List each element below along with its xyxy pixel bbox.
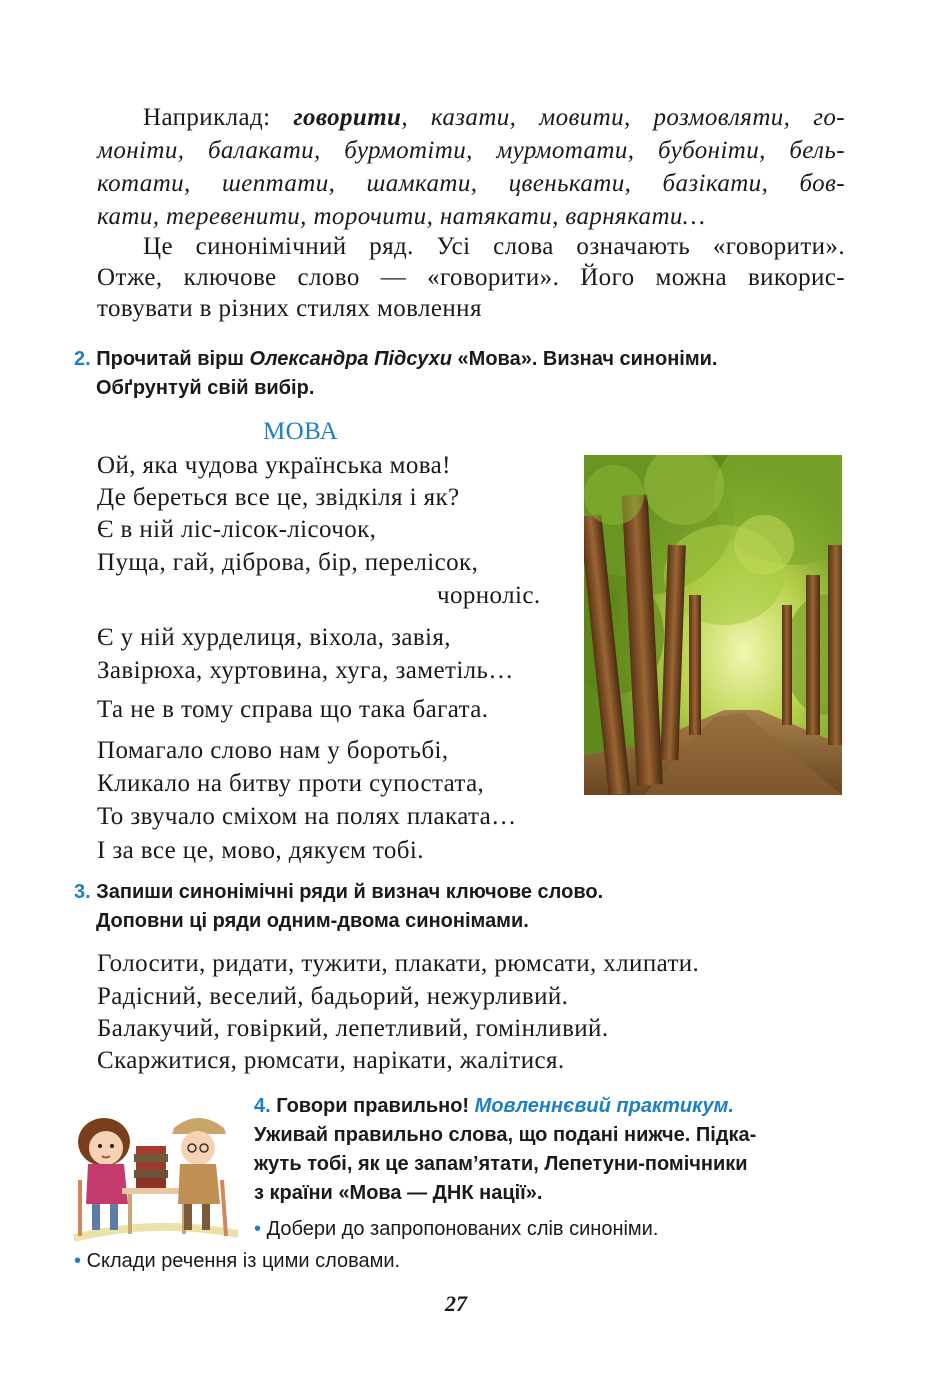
task-2-instruction	[74, 345, 717, 403]
poem-line: Помагало слово нам у боротьбі,	[97, 737, 449, 764]
bullet-item-1	[254, 1218, 658, 1241]
intro-words-2: моніти, балакати, бурмотіти, мурмотати, бубоніти, бель-	[97, 137, 845, 164]
task-4-subtitle: Мовленнєвий практикум.	[474, 1095, 734, 1117]
poem-line: Пуща, гай, діброва, бір, перелісок,	[97, 549, 479, 576]
synonym-row: Балакучий, говіркий, лепетливий, гомінливий.	[97, 1015, 609, 1042]
task-4-line-3: жуть тобі, як це запам’ятати, Лепетуни-помічники	[254, 1153, 748, 1175]
poem-line: То звучало сміхом на полях плаката…	[97, 803, 517, 830]
task-4-line-2: Уживай правильно слова, що подані нижче. Підка-	[254, 1124, 757, 1146]
poem-line: Та не в тому справа що така багата.	[97, 696, 489, 723]
synonym-row: Радісний, веселий, бадьорий, нежурливий.	[97, 983, 569, 1010]
synonym-row: Голосити, ридати, тужити, плакати, рюмсати, хлипати.	[97, 950, 700, 977]
intro-words-3: котати, шептати, шамкати, цвенькати, базікати, бов-	[97, 170, 845, 197]
poem-line: Кликало на битву проти супостата,	[97, 770, 485, 797]
task-2-number: 2.	[74, 348, 91, 370]
task-4-number: 4.	[254, 1095, 271, 1117]
intro-explain-2	[97, 264, 845, 292]
task-2-text-b: «Мова». Визнач синоніми.	[451, 348, 718, 370]
poem-line: Ой, яка чудова українська мова!	[97, 452, 451, 479]
poem-line: Є у ній хурделиця, віхола, завія,	[97, 624, 451, 651]
task-4-line-4: з країни «Мова — ДНК нації».	[254, 1182, 543, 1204]
intro-line-1	[143, 104, 845, 132]
bullet-text-2: Склади речення із цими словами.	[86, 1250, 401, 1272]
task-3-instruction	[74, 878, 603, 936]
task-2-line-2: Обґрунтуй свій вибір.	[96, 377, 315, 399]
task-4-instruction	[254, 1092, 756, 1208]
task-3-line-1: Запиши синонімічні ряди й визнач ключове слово.	[96, 881, 604, 903]
intro-line-3	[97, 170, 845, 198]
intro-first-word: говорити	[293, 104, 402, 131]
poem-line: Завірюха, хуртовина, хуга, заметіль…	[97, 657, 514, 684]
intro-line-2	[97, 137, 845, 165]
bullet-icon: •	[254, 1218, 262, 1240]
task-3-number: 3.	[74, 881, 91, 903]
cartoon-illustration	[66, 1100, 242, 1246]
intro-explain-1	[143, 233, 845, 261]
poem-title: МОВА	[263, 418, 339, 445]
task-3-line-2: Доповни ці ряди одним-двома синонімами.	[96, 910, 529, 932]
explain-text-2: Отже, ключове слово — «говорити». Його можна викорис-	[97, 264, 845, 291]
task-4-title: Говори правильно!	[276, 1095, 470, 1117]
synonym-row: Скаржитися, рюмсати, нарікати, жалітися.	[97, 1047, 565, 1074]
forest-illustration	[584, 455, 842, 795]
intro-words-1: , казати, мовити, розмовляти, го-	[401, 104, 845, 131]
poem-line: Де береться все це, звідкіля і як?	[97, 484, 460, 511]
intro-explain-3: товувати в різних стилях мовлення	[97, 295, 482, 322]
bullet-icon: •	[74, 1250, 82, 1272]
page-number: 27	[445, 1291, 467, 1316]
poem-line: чорноліс.	[437, 582, 541, 609]
bullet-item-2	[74, 1250, 400, 1273]
poem-line: Є в ній ліс-лісок-лісочок,	[97, 516, 377, 543]
intro-words-4: кати, теревенити, торочити, натякати, варнякати…	[97, 203, 706, 230]
bullet-text-1: Добери до запропонованих слів синоніми.	[266, 1218, 659, 1240]
intro-line-4	[97, 203, 705, 231]
explain-text-1: Це синонімічний ряд. Усі слова означають «говорити».	[143, 233, 845, 260]
task-2-author: Олександра Підсухи	[249, 348, 452, 370]
poem-line: І за все це, мово, дякуєм тобі.	[97, 837, 424, 864]
intro-lead-in: Наприклад:	[143, 104, 294, 131]
task-2-text-a: Прочитай вірш	[96, 348, 250, 370]
